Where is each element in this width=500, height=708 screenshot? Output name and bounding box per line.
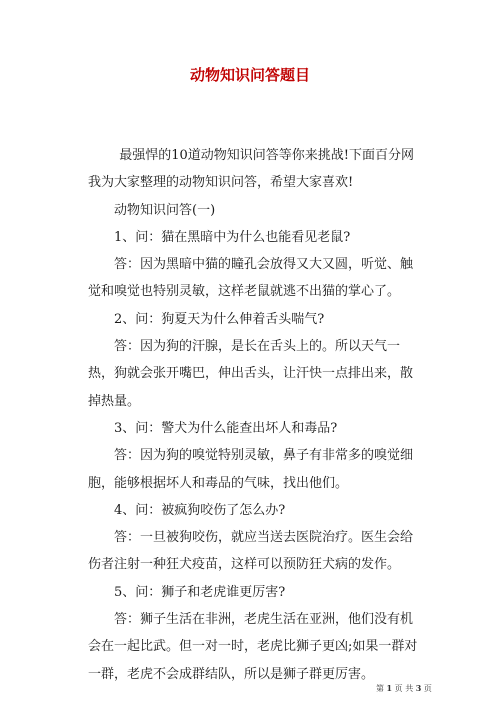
answer-2: 答：因为狗的汗腺，是长在舌头上的。所以天气一热，狗就会张开嘴巴，伸出舌头，让汗快一点排出来，散掉热量。 xyxy=(88,339,414,409)
question-3: 3、问：警犬为什么能查出坏人和毒品? xyxy=(114,420,338,436)
intro-paragraph: 最强悍的10道动物知识问答等你来挑战!下面百分网我为大家整理的动物知识问答，希望大家喜欢! xyxy=(88,148,414,191)
page-prefix: 第 xyxy=(376,684,384,693)
question-1: 1、问：猫在黑暗中为什么也能看见老鼠? xyxy=(114,229,351,245)
document-title: 动物知识问答题目 xyxy=(189,66,310,84)
question-5: 5、问：狮子和老虎谁更厉害? xyxy=(114,584,286,600)
answer-1: 答：因为黑暗中猫的瞳孔会放得又大又圆，听觉、触觉和嗅觉也特别灵敏，这样老鼠就逃不出猫的掌心了。 xyxy=(88,257,414,300)
page-current: 1 xyxy=(386,683,393,693)
page-suffix: 页 xyxy=(423,684,432,693)
page-mid: 页 共 xyxy=(394,684,414,693)
question-4: 4、问：被疯狗咬伤了怎么办? xyxy=(114,502,286,518)
document-body xyxy=(88,142,418,688)
question-2: 2、问：狗夏天为什么伸着舌头喘气? xyxy=(114,311,325,327)
page-number xyxy=(376,683,432,694)
section-heading: 动物知识问答(一) xyxy=(114,202,216,218)
page-total: 3 xyxy=(415,683,422,693)
answer-4: 答：一旦被狗咬伤，就应当送去医院治疗。医生会给伤者注射一种狂犬疫苗，这样可以预防狂犬病的发作。 xyxy=(88,530,414,573)
answer-3: 答：因为狗的嗅觉特别灵敏，鼻子有非常多的嗅觉细胞，能够根据坏人和毒品的气味，找出他们。 xyxy=(88,448,414,491)
answer-5: 答：狮子生活在非洲，老虎生活在亚洲，他们没有机会在一起比武。但一对一时，老虎比狮子更凶;如果一群对一群，老虎不会成群结队，所以是狮子群更厉害。 xyxy=(88,612,418,682)
